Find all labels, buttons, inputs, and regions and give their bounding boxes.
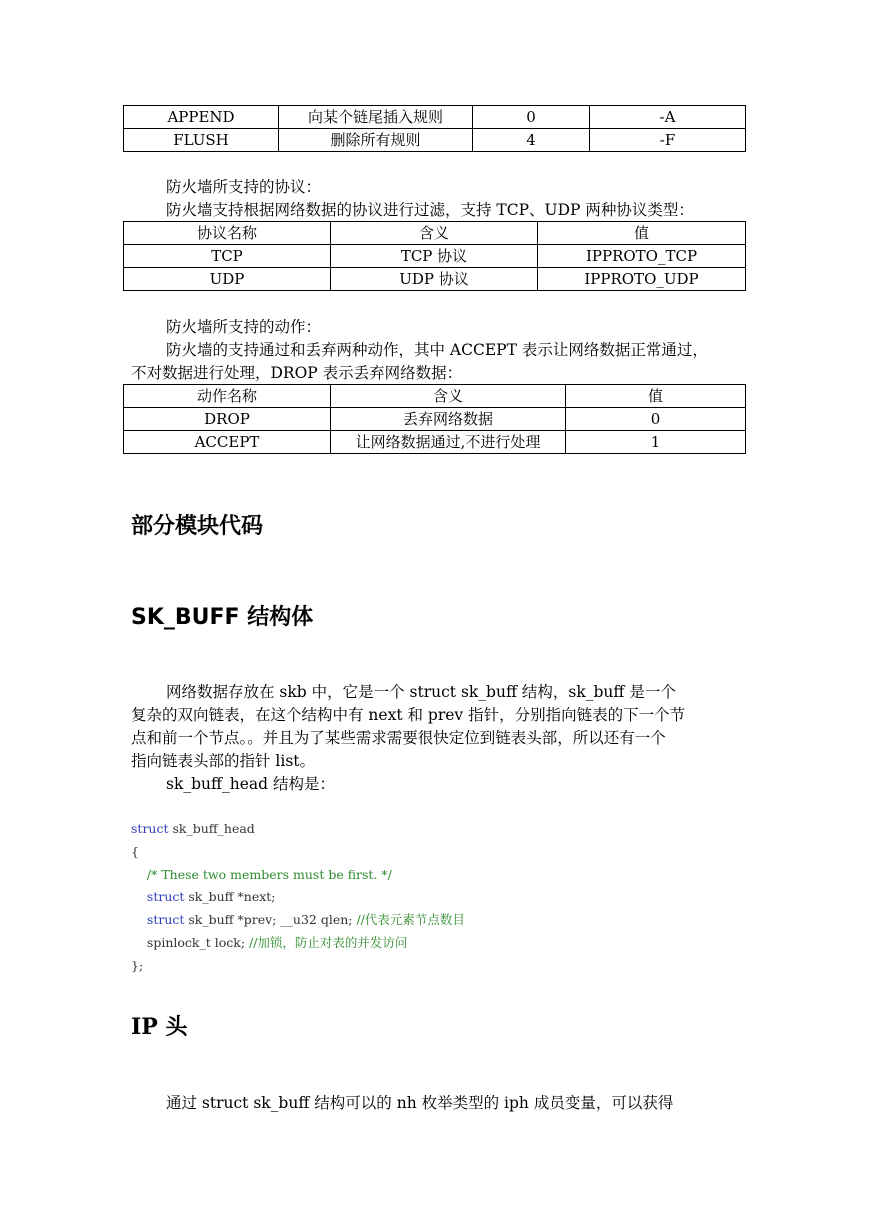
table-cell: IPPROTO_UDP (538, 268, 746, 291)
column-header: 值 (566, 385, 746, 408)
column-header: 含义 (331, 385, 566, 408)
table-cell: 4 (473, 129, 590, 152)
code-keyword: struct (146, 889, 185, 905)
table-row (124, 245, 746, 268)
section-heading-module-code: 部分模块代码 (131, 514, 264, 539)
table-cell: UDP 协议 (331, 268, 538, 291)
code-text: }; (131, 957, 144, 973)
table-cell: 向某个链尾插入规则 (279, 106, 473, 129)
code-comment: //加锁，防止对表的并发访问 (249, 934, 408, 950)
code-keyword: struct (131, 821, 169, 836)
action-heading: 防火墙所支持的动作： (166, 318, 322, 336)
code-block (131, 818, 465, 978)
table-cell: TCP (124, 245, 331, 268)
table-cell: 0 (566, 408, 746, 431)
table-cell: FLUSH (124, 129, 279, 152)
table-row (124, 268, 746, 291)
section-heading-skbuff: SK_BUFF 结构体 (131, 605, 314, 630)
column-header: 协议名称 (124, 222, 331, 245)
code-text: sk_buff *prev; __u32 qlen; (184, 912, 357, 928)
table-header-row (124, 385, 746, 408)
table-row (124, 408, 746, 431)
table-row (124, 129, 746, 152)
table-cell: -F (590, 129, 746, 152)
table-row (124, 106, 746, 129)
table-cell: DROP (124, 408, 331, 431)
table-cell: 丢弃网络数据 (331, 408, 566, 431)
table-cell: 让网络数据通过,不进行处理 (331, 431, 566, 454)
ip-para: 通过 struct sk_buff 结构可以的 nh 枚举类型的 iph 成员变量，可以获得 (166, 1094, 674, 1112)
skbuff-para-line1: 网络数据存放在 skb 中，它是一个 struct sk_buff 结构，sk_buff 是一个 (166, 683, 676, 701)
table-cell: IPPROTO_TCP (538, 245, 746, 268)
protocol-intro: 防火墙支持根据网络数据的协议进行过滤，支持 TCP、UDP 两种协议类型： (166, 201, 694, 219)
code-comment: //代表元素节点数目 (356, 912, 465, 928)
protocol-table (123, 221, 746, 291)
command-table (123, 105, 746, 152)
code-text: { (131, 843, 139, 859)
protocol-heading: 防火墙所支持的协议： (166, 178, 322, 196)
table-cell: 删除所有规则 (279, 129, 473, 152)
action-table (123, 384, 746, 454)
skbuff-para-line4: 指向链表头部的指针 list。 (131, 752, 316, 770)
code-text: sk_buff *next; (184, 889, 276, 905)
action-intro-line1: 防火墙的支持通过和丢弃两种动作，其中 ACCEPT 表示让网络数据正常通过， (166, 341, 708, 359)
table-header-row (124, 222, 746, 245)
table-row (124, 431, 746, 454)
column-header: 动作名称 (124, 385, 331, 408)
skbuff-para-line2: 复杂的双向链表，在这个结构中有 next 和 prev 指针，分别指向链表的下一个节 (131, 706, 686, 724)
code-comment: /* These two members must be first. */ (146, 866, 392, 882)
table-cell: -A (590, 106, 746, 129)
code-text: sk_buff_head (168, 821, 255, 836)
code-keyword: struct (146, 912, 185, 928)
table-cell: APPEND (124, 106, 279, 129)
section-heading-ip: IP 头 (131, 1014, 188, 1040)
skbuff-para-line5: sk_buff_head 结构是： (166, 775, 336, 793)
table-cell: 1 (566, 431, 746, 454)
table-cell: UDP (124, 268, 331, 291)
action-intro-line2: 不对数据进行处理，DROP 表示丢弃网络数据： (131, 364, 463, 382)
table-cell: TCP 协议 (331, 245, 538, 268)
code-text: spinlock_t lock; (146, 934, 249, 950)
column-header: 含义 (331, 222, 538, 245)
skbuff-para-line3: 点和前一个节点。。并且为了某些需求需要很快定位到链表头部，所以还有一个 (131, 729, 666, 747)
table-cell: ACCEPT (124, 431, 331, 454)
column-header: 值 (538, 222, 746, 245)
table-cell: 0 (473, 106, 590, 129)
